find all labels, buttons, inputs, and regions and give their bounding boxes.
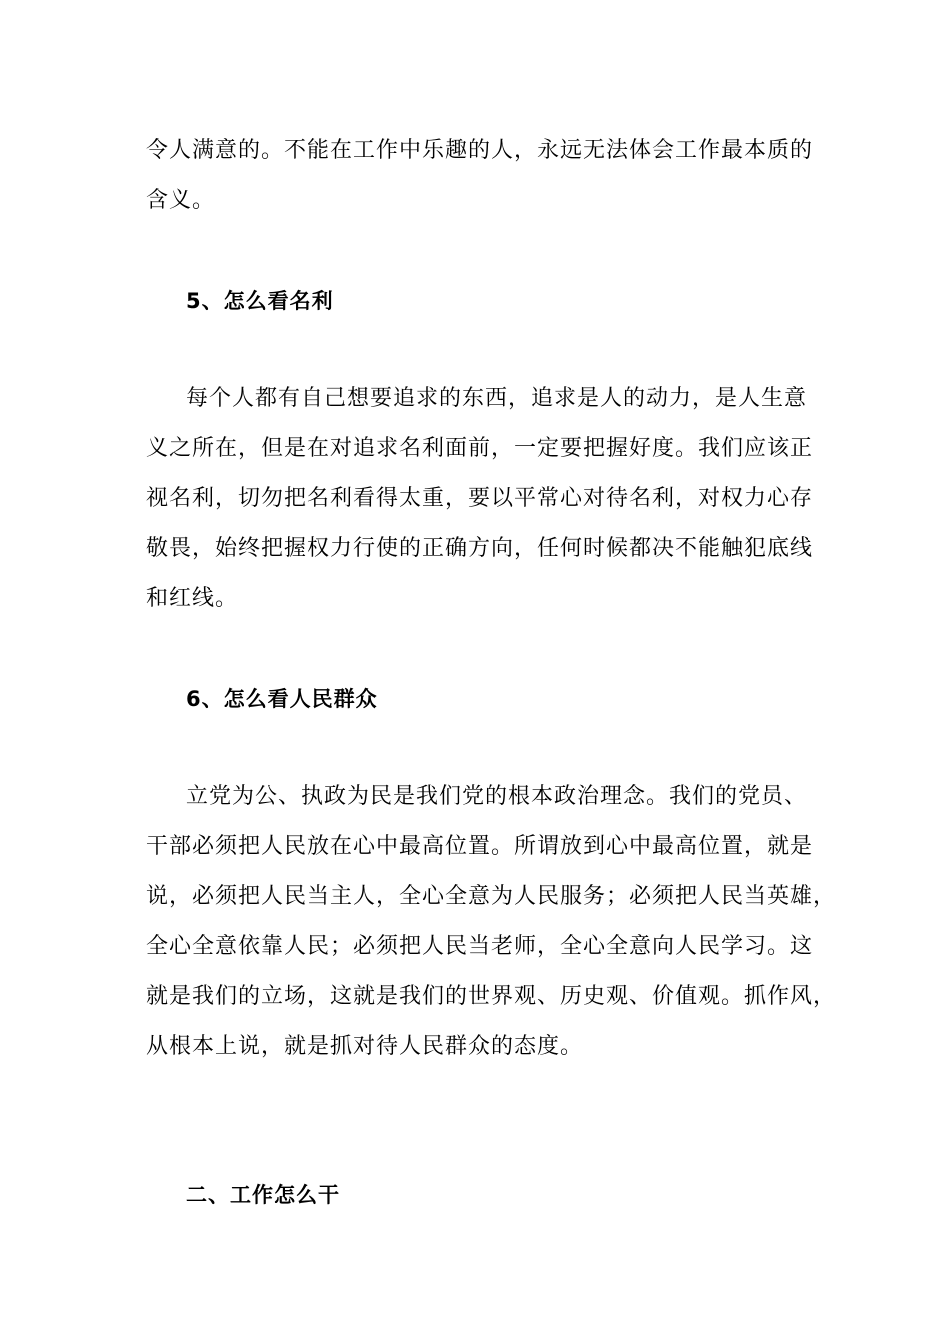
paragraph-line: 从根本上说，就是抓对待人民群众的态度。 [146,1034,584,1059]
paragraph-line: 令人满意的。不能在工作中乐趣的人，永远无法体会工作最本质的 [146,138,814,163]
paragraph-line: 敬畏，始终把握权力行使的正确方向，任何时候都决不能触犯底线 [146,536,814,561]
paragraph-line: 干部必须把人民放在心中最高位置。所谓放到心中最高位置，就是 [146,834,814,859]
paragraph-line: 每个人都有自己想要追求的东西，追求是人的动力，是人生意 [186,386,808,411]
section-heading: 6、怎么看人民群众 [186,687,378,711]
paragraph-line: 和红线。 [146,586,239,611]
part-heading: 二、工作怎么干 [186,1183,340,1207]
paragraph-line: 说，必须把人民当主人，全心全意为人民服务；必须把人民当英雄， [146,884,837,909]
paragraph-line: 立党为公、执政为民是我们党的根本政治理念。我们的党员、 [186,784,808,809]
paragraph-line: 全心全意依靠人民；必须把人民当老师，全心全意向人民学习。这 [146,934,814,959]
paragraph-line: 就是我们的立场，这就是我们的世界观、历史观、价值观。抓作风， [146,984,837,1009]
paragraph-line: 义之所在，但是在对追求名利面前，一定要把握好度。我们应该正 [146,436,814,461]
paragraph-line: 视名利，切勿把名利看得太重，要以平常心对待名利，对权力心存 [146,486,814,511]
paragraph-line: 含义。 [146,188,216,213]
section-heading: 5、怎么看名利 [186,289,334,313]
